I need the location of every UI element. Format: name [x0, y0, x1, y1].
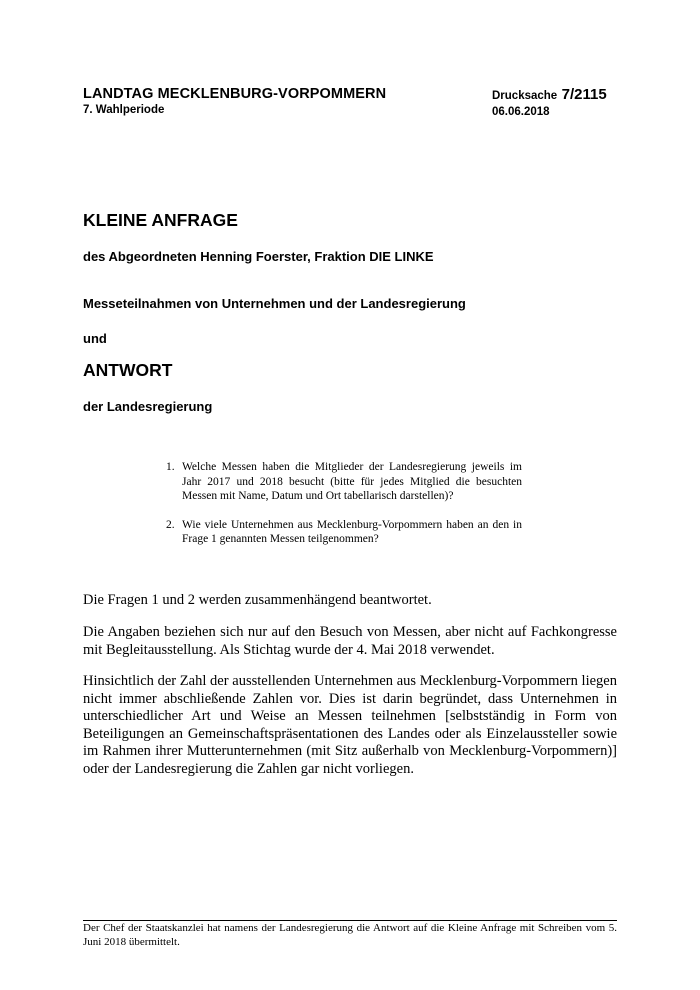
parliament-name: LANDTAG MECKLENBURG-VORPOMMERN: [83, 86, 387, 102]
header-left: [83, 86, 386, 117]
answer-paragraph: Die Angaben beziehen sich nur auf den Besuch von Messen, aber nicht auf Fachkongresse mit Begleitausstellung. Als Stichtag wurde der 4. Mai 2018 verwendet.: [83, 624, 617, 658]
answer-heading: ANTWORT: [83, 360, 173, 380]
question-item: [166, 460, 522, 504]
subject-line: Messeteilnahmen von Unternehmen und der Landesregierung: [83, 296, 466, 311]
legislative-period: 7. Wahlperiode: [83, 104, 165, 116]
question-text: Welche Messen haben die Mitglieder der Landesregierung jeweils im Jahr 2017 und 2018 besucht (bitte für jedes Mitglied die besuchten Messen mit Name, Datum und Ort tabellarisch darstellen)?: [182, 461, 522, 502]
question-number: 1.: [166, 461, 175, 473]
und-line: und: [83, 331, 107, 346]
question-item: [166, 518, 522, 547]
document-date: 06.06.2018: [492, 106, 550, 118]
author-line: des Abgeordneten Henning Foerster, Fraktion DIE LINKE: [83, 249, 434, 264]
question-number: 2.: [166, 518, 175, 531]
questions-list: [166, 460, 522, 561]
question-text: Wie viele Unternehmen aus Mecklenburg-Vorpommern haben an den in Frage 1 genannten Messen teilgenommen?: [182, 518, 522, 545]
answer-by-line: der Landesregierung: [83, 399, 213, 414]
drucksache-number: 7/2115: [561, 86, 607, 103]
drucksache-label: Drucksache: [492, 90, 558, 102]
footnote: Der Chef der Staatskanzlei hat namens der Landesregierung die Antwort auf die Kleine Anfrage mit Schreiben vom 5. Juni 2018 übermittelt.: [83, 922, 617, 948]
footnote-divider: [83, 920, 617, 921]
answer-paragraph: Hinsichtlich der Zahl der ausstellenden Unternehmen aus Mecklenburg-Vorpommern liegen nicht immer abschließende Zahlen vor. Dies ist darin begründet, dass Unternehmen in unterschiedlicher Art und Weise an Messen teilnehmen [selbstständig in Form von Beteiligungen an Gemeinschaftspräsentationen des Landes oder als Einzelaussteller sowie im Rahmen ihrer Mutterunternehmen (mit Sitz außerhalb von Mecklenburg-Vorpommern)] oder der Landesregierung die Zahlen gar nicht vorliegen.: [83, 673, 617, 777]
answer-paragraph: Die Fragen 1 und 2 werden zusammenhängend beantwortet.: [83, 592, 432, 608]
header-right: [492, 86, 607, 119]
document-kind: KLEINE ANFRAGE: [83, 210, 238, 230]
